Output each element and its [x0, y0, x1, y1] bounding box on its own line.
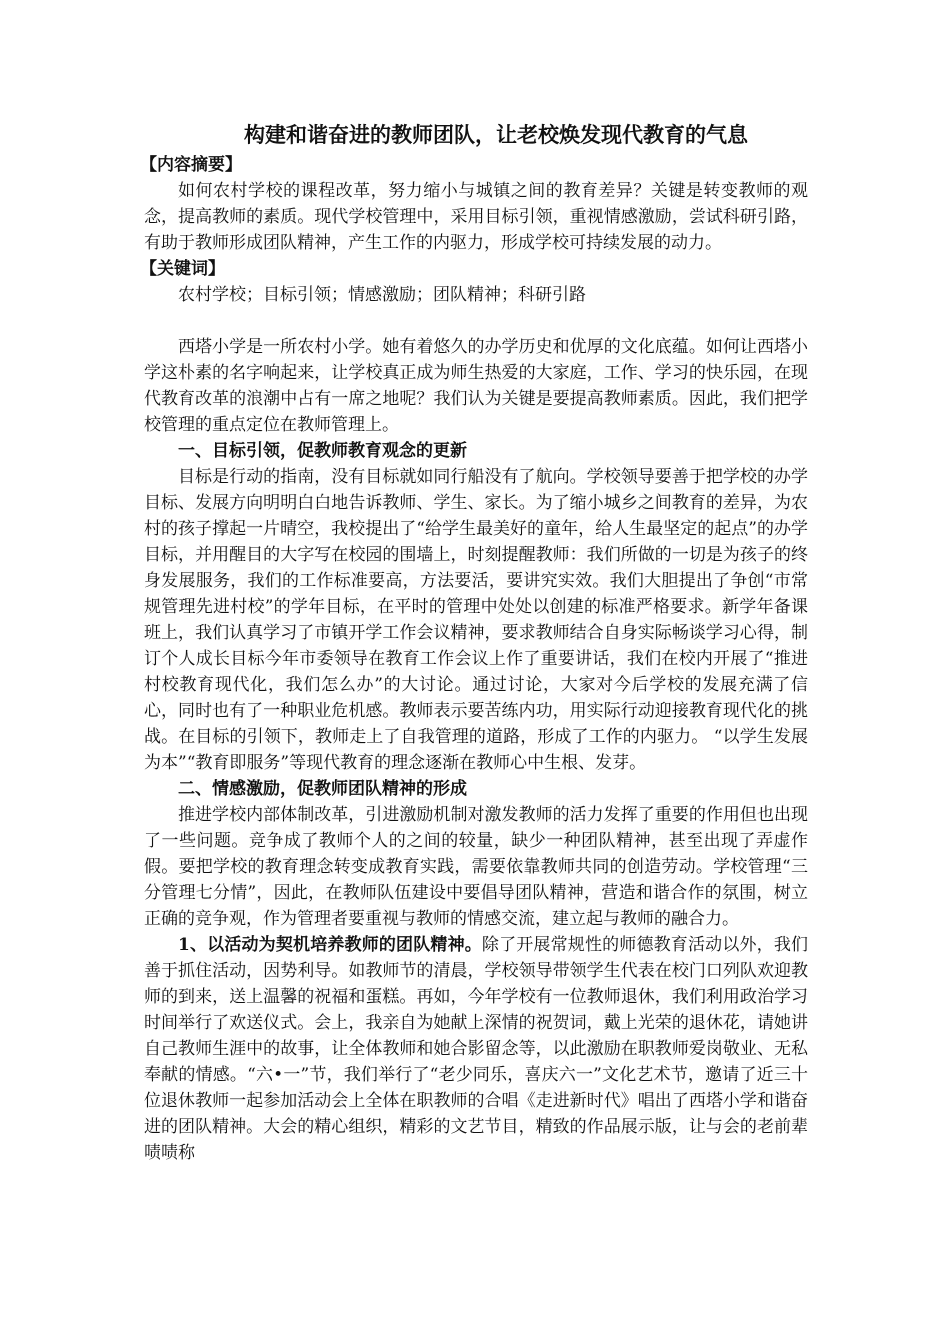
- section2-paragraph: 推进学校内部体制改革，引进激励机制对激发教师的活力发挥了重要的作用但也出现了一些问题。竞争成了教师个人的之间的较量，缺少一种团队精神，甚至出现了弄虚作假。要把学校的教育理念转变成教育实践，需要依靠教师共同的创造劳动。学校管理“三分管理七分情”，因此，在教师队伍建设中要倡导团队精神，营造和谐合作的氛围，树立正确的竞争观，作为管理者要重视与教师的情感交流，建立起与教师的融合力。: [144, 805, 808, 929]
- section1-heading: 一、目标引领，促教师教育观念的更新: [178, 441, 467, 461]
- abstract-label: 【内容摘要】: [140, 155, 242, 175]
- section1-paragraph: 目标是行动的指南，没有目标就如同行船没有了航向。学校领导要善于把学校的办学目标、发展方向明明白白地告诉教师、学生、家长。为了缩小城乡之间教育的差异，为农村的孩子撑起一片晴空，我校提出了“给学生最美好的童年，给人生最坚定的起点”的办学目标，并用醒目的大字写在校园的围墙上，时刻提醒教师：我们所做的一切是为孩子的终身发展服务，我们的工作标准要高，方法要活，要讲究实效。我们大胆提出了争创“市常规管理先进村校”的学年目标，在平时的管理中处处以创建的标准严格要求。新学年备课班上，我们认真学习了市镇开学工作会议精神，要求教师结合自身实际畅谈学习心得，制订个人成长目标今年市委领导在教育工作会议上作了重要讲话，我们在校内开展了“推进村校教育现代化，我们怎么办”的大讨论。通过讨论，大家对今后学校的发展充满了信心，同时也有了一种职业危机感。教师表示要苦练内功，用实际行动迎接教育现代化的挑战。在目标的引领下，教师走上了自我管理的道路，形成了工作的内驱力。 “以学生发展为本”“教育即服务”等现代教育的理念逐渐在教师心中生根、发芽。: [144, 467, 808, 773]
- sub1-heading: 1、以活动为契机培养教师的团队精神。: [178, 935, 482, 955]
- document-title: 构建和谐奋进的教师团队，让老校焕发现代教育的气息: [244, 123, 748, 147]
- blank-line: [144, 308, 808, 334]
- intro-paragraph: 西塔小学是一所农村小学。她有着悠久的办学历史和优厚的文化底蕴。如何让西塔小学这朴素的名字响起来，让学校真正成为师生热爱的大家庭，工作、学习的快乐园，在现代教育改革的浪潮中占有一席之地呢？我们认为关键是要提高教师素质。因此，我们把学校管理的重点定位在教师管理上。: [144, 337, 808, 435]
- abstract-text: 如何农村学校的课程改革，努力缩小与城镇之间的教育差异？关键是转变教师的观念，提高教师的素质。现代学校管理中，采用目标引领，重视情感激励，尝试科研引路，有助于教师形成团队精神，产生工作的内驱力，形成学校可持续发展的动力。: [144, 181, 808, 253]
- keywords-text: 农村学校；目标引领；情感激励；团队精神；科研引路: [178, 285, 586, 305]
- keywords-label: 【关键词】: [140, 259, 225, 279]
- document-page: [140, 118, 809, 1166]
- sub1-paragraph: [144, 932, 808, 1166]
- sub1-text: 除了开展常规性的师德教育活动以外，我们善于抓住活动，因势利导。如教师节的清晨，学校领导带领学生代表在校门口列队欢迎教师的到来，送上温馨的祝福和蛋糕。再如，今年学校有一位教师退休，我们利用政治学习时间举行了欢送仪式。会上，我亲自为她献上深情的祝贺词，戴上光荣的退休花，请她讲自己教师生涯中的故事，让全体教师和她合影留念等，以此激励在职教师爱岗敬业、无私奉献的情感。“六•一”节，我们举行了“老少同乐，喜庆六一”文化艺术节，邀请了近三十位退休教师一起参加活动会上全体在职教师的合唱《走进新时代》唱出了西塔小学和谐奋进的团队精神。大会的精心组织，精彩的文艺节目，精致的作品展示版，让与会的老前辈啧啧称: [144, 935, 809, 1163]
- section2-heading: 二、情感激励，促教师团队精神的形成: [178, 779, 467, 799]
